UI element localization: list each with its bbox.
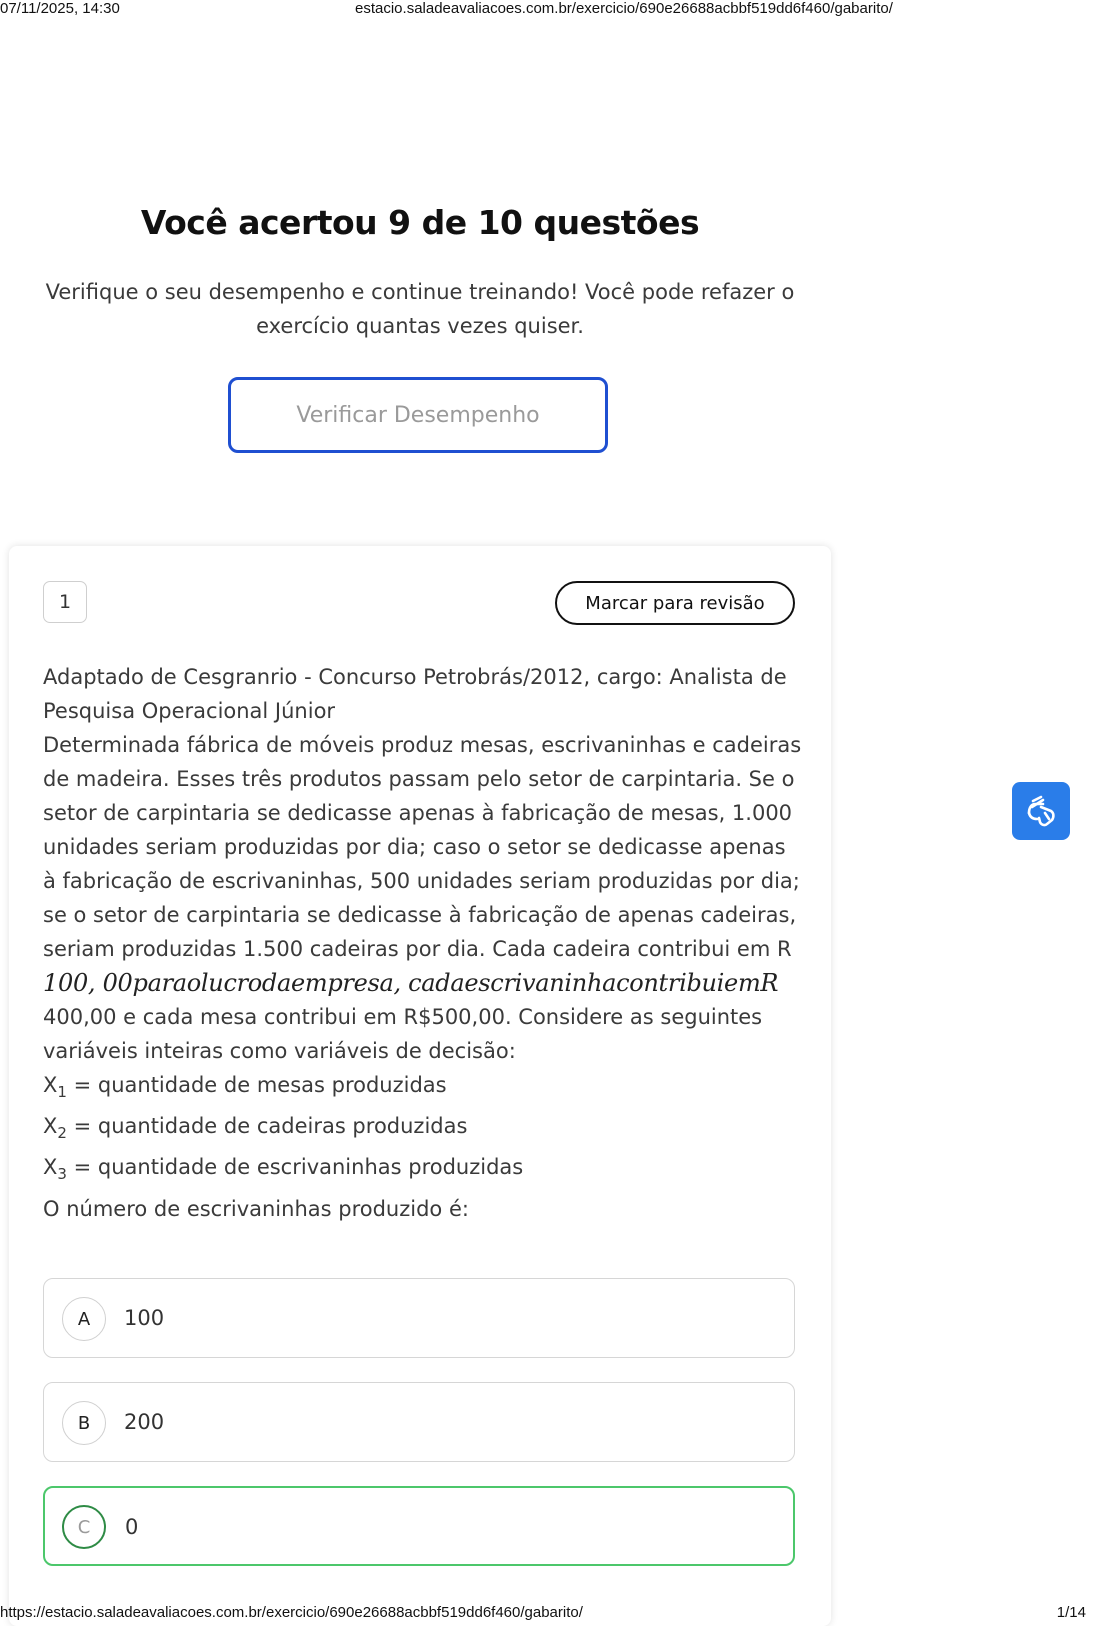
verify-performance-button[interactable]: Verificar Desempenho: [228, 377, 608, 453]
print-datetime: 07/11/2025, 14:30: [0, 0, 120, 17]
option-text: 200: [124, 1410, 165, 1434]
question-card: [9, 546, 831, 1626]
print-header: [0, 0, 1094, 20]
option-text: 100: [124, 1306, 165, 1330]
print-footer-url: https://estacio.saladeavaliacoes.com.br/exercicio/690e26688acbbf519dd6f460/gabarito/: [0, 1604, 583, 1621]
option-a[interactable]: [43, 1278, 795, 1358]
question-body-continued: 400,00 e cada mesa contribui em R$500,00. Considere as seguintes variáveis inteiras como variáveis de decisão:: [43, 1005, 763, 1063]
variable-x3: $X_3$ = quantidade de escrivaninhas produzidas: [43, 1155, 524, 1184]
sign-language-icon: [1023, 793, 1059, 829]
question-number: 1: [43, 581, 87, 623]
option-c-correct[interactable]: [43, 1486, 795, 1566]
option-letter: C: [62, 1505, 106, 1549]
sign-language-accessibility-button[interactable]: [1012, 782, 1070, 840]
question-source: Adaptado de Cesgranrio - Concurso Petrobrás/2012, cargo: Analista de Pesquisa Operacional Júnior: [43, 665, 787, 723]
variable-x2: $X_2$ = quantidade de cadeiras produzidas: [43, 1114, 468, 1143]
print-page-number: 1/14: [1056, 1604, 1086, 1621]
mark-for-review-button[interactable]: Marcar para revisão: [555, 581, 795, 625]
variable-x1: $X_1$ = quantidade de mesas produzidas: [43, 1073, 447, 1102]
option-text: 0: [125, 1515, 139, 1539]
result-subtitle: Verifique o seu desempenho e continue treinando! Você pode refazer o exercício quantas vezes quiser.: [45, 280, 795, 338]
question-math-line: 100, 00paraolucrodaempresa, cadaescrivaninhacontribuiemR: [43, 969, 779, 997]
option-letter: B: [62, 1401, 106, 1445]
print-url: estacio.saladeavaliacoes.com.br/exercicio/690e26688acbbf519dd6f460/gabarito/: [355, 0, 893, 17]
option-letter: A: [62, 1297, 106, 1341]
option-b[interactable]: [43, 1382, 795, 1462]
result-title: Você acertou 9 de 10 questões: [140, 203, 700, 242]
question-prompt: O número de escrivaninhas produzido é:: [43, 1196, 469, 1221]
print-footer: [0, 1604, 1094, 1624]
question-body: Determinada fábrica de móveis produz mesas, escrivaninhas e cadeiras de madeira. Esses três produtos passam pelo setor de carpintaria. Se o setor de carpintaria se dedicasse apenas à fabricação de mesas, 1.000 unidades seriam produzidas por dia; caso o setor se dedicasse apenas à fabricação de escrivaninhas, 500 unidades seriam produzidas por dia; se o setor de carpintaria se dedicasse à fabricação de apenas cadeiras, seriam produzidas 1.500 cadeiras por dia. Cada cadeira contribui em R: [43, 733, 802, 961]
question-text: [43, 660, 803, 1226]
